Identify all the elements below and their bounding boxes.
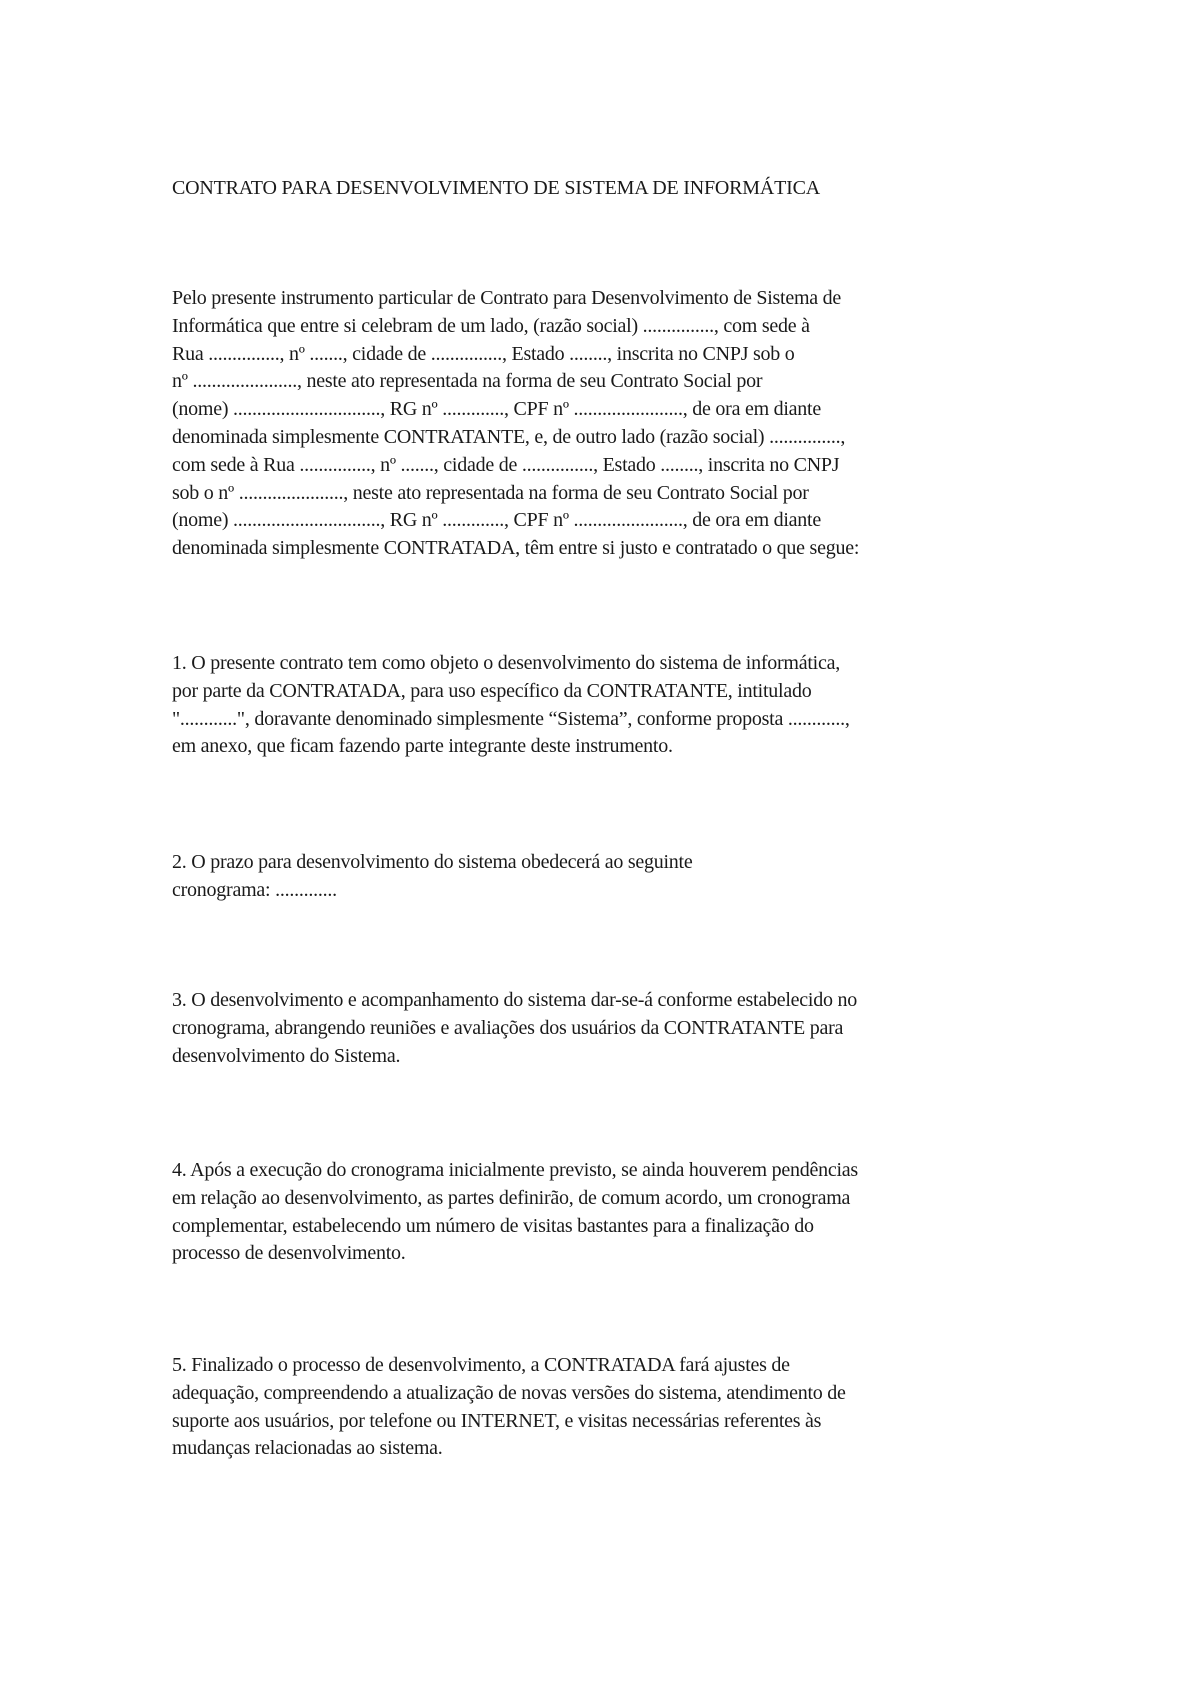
intro-line: denominada simplesmente CONTRATANTE, e, de outro lado (razão social) ..............., — [172, 425, 846, 448]
clause-line: adequação, compreendendo a atualização de novas versões do sistema, atendimento de — [172, 1381, 846, 1404]
clause-3-paragraph — [172, 987, 1034, 1070]
clause-line: desenvolvimento do Sistema. — [172, 1044, 401, 1067]
clause-line: cronograma, abrangendo reuniões e avaliações dos usuários da CONTRATANTE para — [172, 1016, 844, 1039]
clause-line: em relação ao desenvolvimento, as partes definirão, de comum acordo, um cronograma — [172, 1186, 851, 1209]
intro-line: (nome) ..............................., RG nº ............., CPF nº ......................., de ora em diante — [172, 509, 821, 532]
intro-line: sob o nº ......................, neste ato representada na forma de seu Contrato Social por — [172, 481, 809, 504]
clause-line: em anexo, que ficam fazendo parte integrante deste instrumento. — [172, 735, 673, 758]
intro-line: (nome) ..............................., RG nº ............., CPF nº ......................., de ora em diante — [172, 398, 821, 421]
clause-line: 3. O desenvolvimento e acompanhamento do sistema dar-se-á conforme estabelecido no — [172, 989, 857, 1011]
intro-line: nº ......................, neste ato representada na forma de seu Contrato Social por — [172, 370, 763, 393]
clause-line: suporte aos usuários, por telefone ou INTERNET, e visitas necessárias referentes às — [172, 1409, 822, 1432]
intro-line: denominada simplesmente CONTRATADA, têm entre si justo e contratado o que segue: — [172, 537, 860, 560]
clause-2-paragraph — [172, 849, 1034, 905]
document-title: CONTRATO PARA DESENVOLVIMENTO DE SISTEMA DE INFORMÁTICA — [172, 177, 820, 199]
clause-line: processo de desenvolvimento. — [172, 1242, 406, 1265]
clause-line: por parte da CONTRATADA, para uso específico da CONTRATANTE, intitulado — [172, 679, 812, 702]
clause-line: complementar, estabelecendo um número de visitas bastantes para a finalização do — [172, 1214, 814, 1237]
intro-paragraph — [172, 285, 1034, 563]
clause-line: 2. O prazo para desenvolvimento do sistema obedecerá ao seguinte — [172, 851, 693, 873]
clause-line: "............", doravante denominado simplesmente “Sistema”, conforme proposta ............, — [172, 707, 850, 730]
clause-4-paragraph — [172, 1157, 1034, 1268]
clause-1-paragraph — [172, 650, 1034, 761]
clause-line: 5. Finalizado o processo de desenvolvimento, a CONTRATADA fará ajustes de — [172, 1354, 790, 1376]
clause-line: mudanças relacionadas ao sistema. — [172, 1437, 443, 1460]
clause-line: 4. Após a execução do cronograma inicialmente previsto, se ainda houverem pendências — [172, 1159, 858, 1181]
intro-line: com sede à Rua ..............., nº ......., cidade de ..............., Estado ........, inscrita no CNPJ — [172, 453, 840, 476]
intro-line: Rua ..............., nº ......., cidade de ..............., Estado ........, inscrita no CNPJ sob o — [172, 342, 795, 365]
clause-line: cronograma: ............. — [172, 878, 337, 901]
clause-line: 1. O presente contrato tem como objeto o desenvolvimento do sistema de informática, — [172, 652, 840, 674]
clause-5-paragraph — [172, 1352, 1034, 1463]
intro-line: Informática que entre si celebram de um lado, (razão social) ..............., com sede à — [172, 314, 810, 337]
intro-line: Pelo presente instrumento particular de Contrato para Desenvolvimento de Sistema de — [172, 287, 842, 309]
